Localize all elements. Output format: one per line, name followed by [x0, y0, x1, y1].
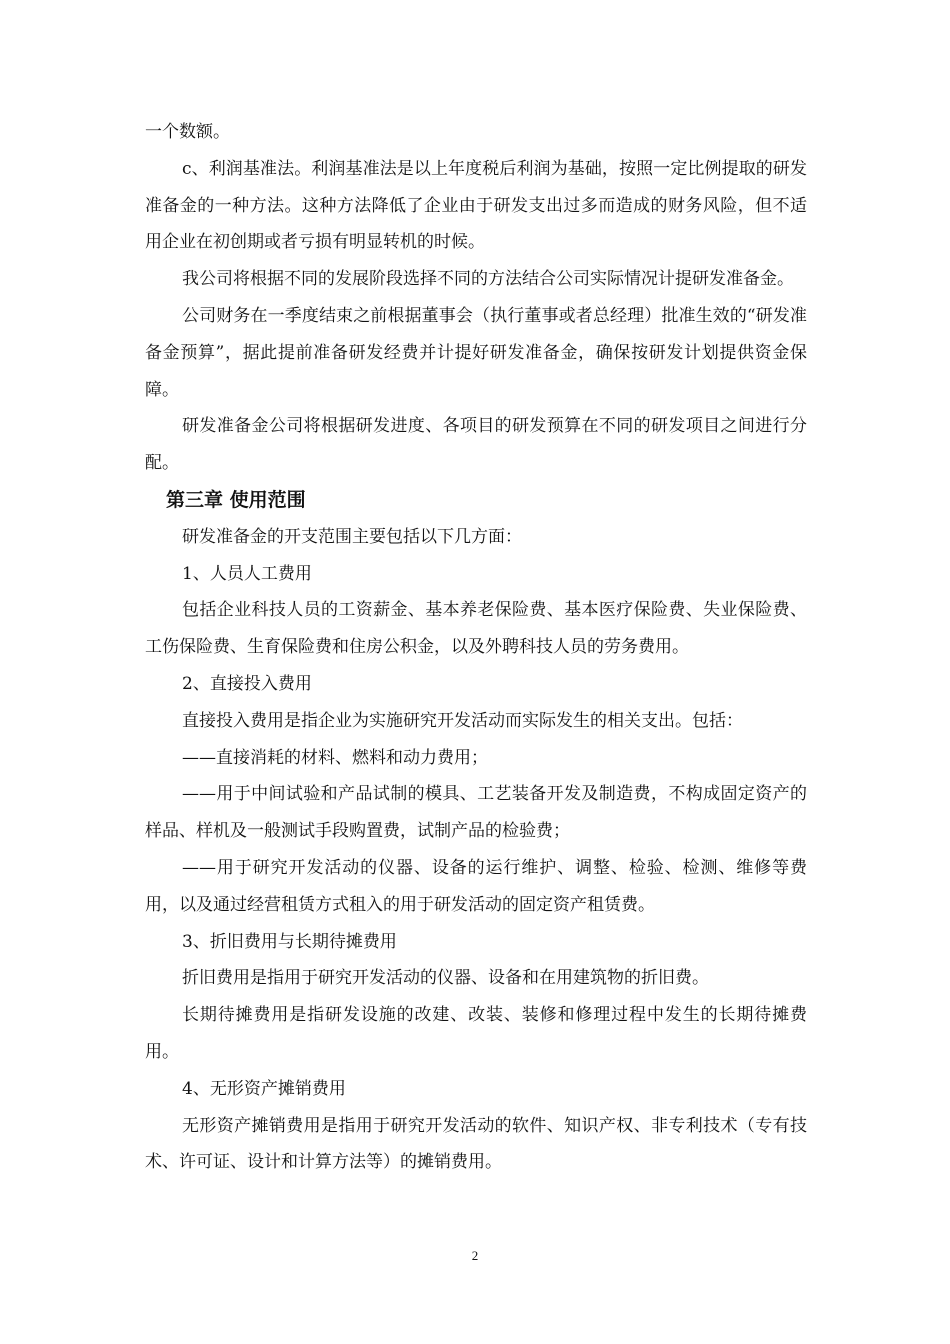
- chapter-heading: 第三章 使用范围: [166, 488, 306, 511]
- list-item-equipment: ——用于研究开发活动的仪器、设备的运行维护、调整、检验、检测、维修等费用，以及通过经营租赁方式租入的用于研发活动的固定资产租赁费。: [145, 857, 807, 915]
- paragraph-profit-method: c、利润基准法。利润基准法是以上年度税后利润为基础，按照一定比例提取的研发准备金的一种方法。这种方法降低了企业由于研发支出过多而造成的财务风险，但不适用企业在初创期或者亏损有明显转机的时候。: [145, 158, 807, 253]
- paragraph-personnel: 包括企业科技人员的工资薪金、基本养老保险费、基本医疗保险费、失业保险费、工伤保险费、生育保险费和住房公积金，以及外聘科技人员的劳务费用。: [145, 600, 807, 658]
- paragraph-intangible: 无形资产摊销费用是指用于研究开发活动的软件、知识产权、非专利技术（专有技术、许可证、设计和计算方法等）的摊销费用。: [145, 1115, 807, 1173]
- paragraph-amortization: 长期待摊费用是指研发设施的改建、改装、装修和修理过程中发生的长期待摊费用。: [145, 1005, 807, 1062]
- paragraph-scope-intro: 研发准备金的开支范围主要包括以下几方面：: [182, 526, 522, 547]
- document-page: [145, 114, 807, 1181]
- section-heading-direct: 2、直接投入费用: [182, 673, 312, 694]
- paragraph-direct: 直接投入费用是指企业为实施研究开发活动而实际发生的相关支出。包括：: [182, 710, 743, 731]
- paragraph-allocation: 研发准备金公司将根据研发进度、各项目的研发预算在不同的研发项目之间进行分配。: [145, 416, 807, 474]
- section-heading-personnel: 1、人员人工费用: [182, 563, 312, 584]
- section-heading-depreciation: 3、折旧费用与长期待摊费用: [182, 931, 397, 952]
- list-item-trial: ——用于中间试验和产品试制的模具、工艺装备开发及制造费，不构成固定资产的样品、样机及一般测试手段购置费，试制产品的检验费；: [145, 784, 807, 842]
- paragraph-continuation: 一个数额。: [145, 122, 230, 142]
- paragraph-budget: 公司财务在一季度结束之前根据董事会（执行董事或者总经理）批准生效的“研发准备金预算”，据此提前准备研发经费并计提好研发准备金，确保按研发计划提供资金保障。: [145, 305, 807, 400]
- list-item-materials: ——直接消耗的材料、燃料和动力费用；: [182, 747, 488, 768]
- page-number: 2: [471, 1248, 479, 1263]
- section-heading-intangible: 4、无形资产摊销费用: [182, 1078, 346, 1099]
- paragraph-depreciation: 折旧费用是指用于研究开发活动的仪器、设备和在用建筑物的折旧费。: [182, 968, 709, 989]
- paragraph-method-selection: 我公司将根据不同的发展阶段选择不同的方法结合公司实际情况计提研发准备金。: [182, 269, 794, 290]
